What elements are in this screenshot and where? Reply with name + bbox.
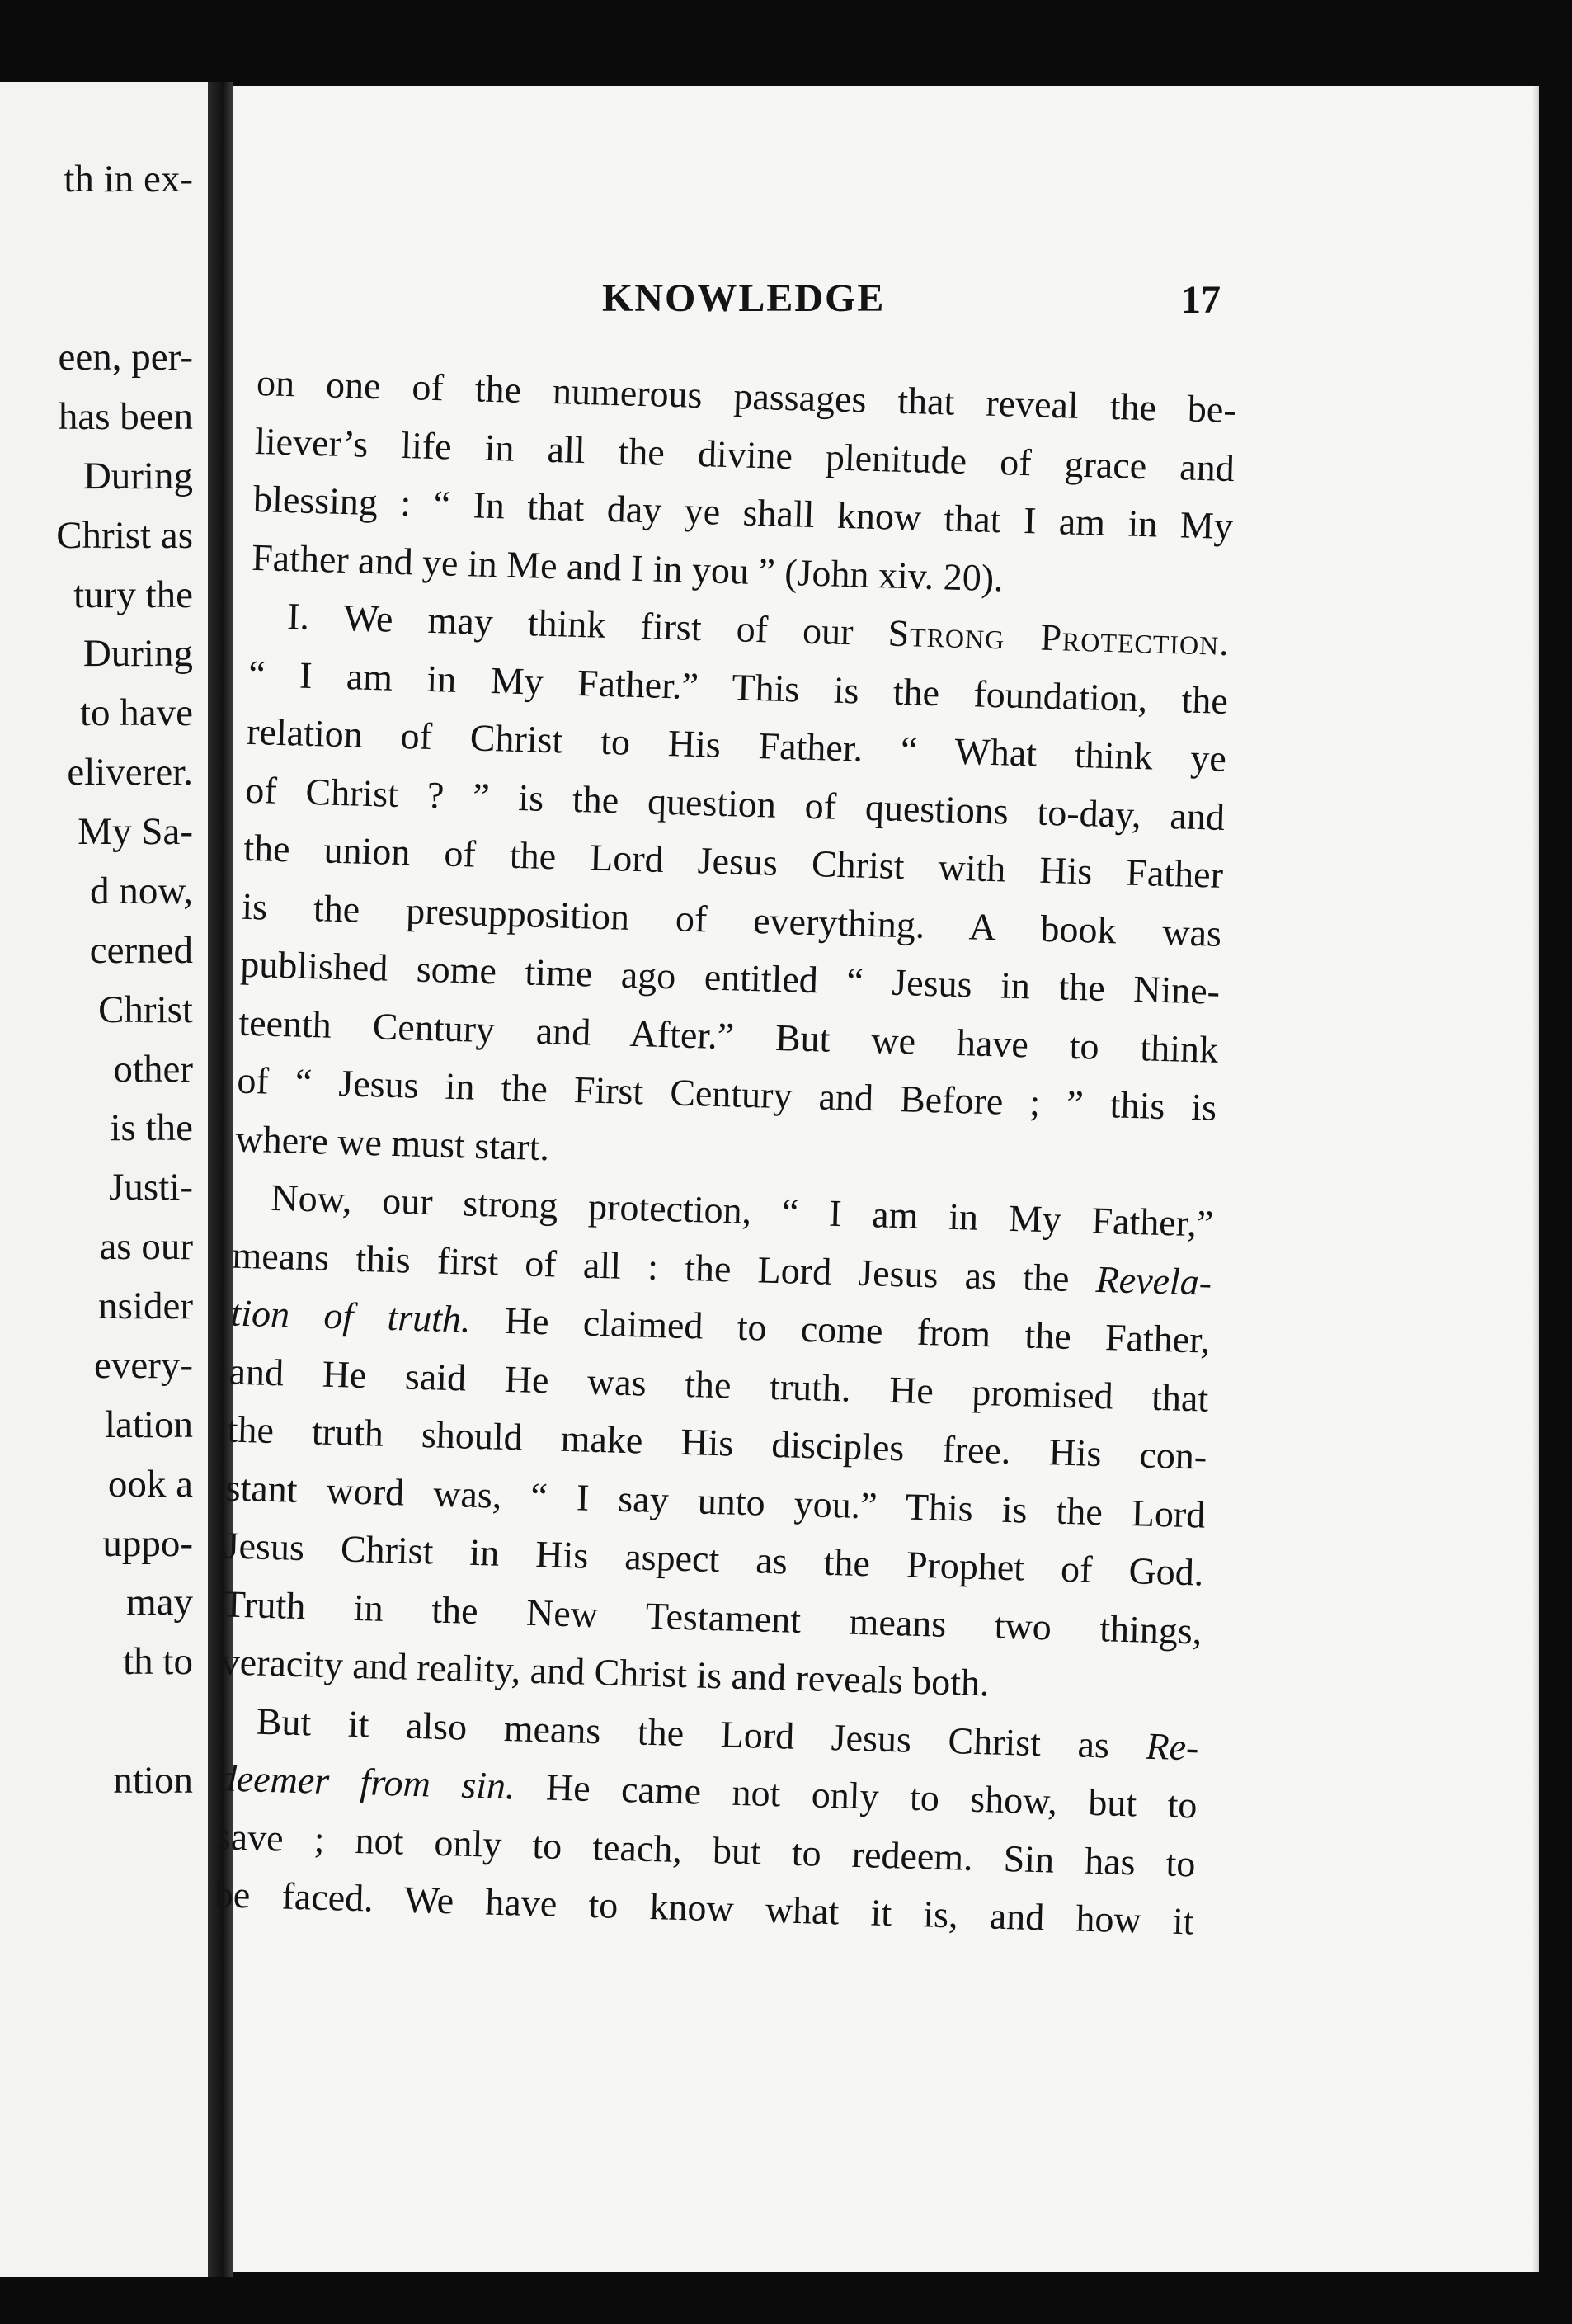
line-text: Truth in the New Testament means two things, — [222, 1582, 1203, 1652]
running-title: KNOWLEDGE — [602, 276, 886, 320]
left-page-line: uppo- — [102, 1521, 193, 1565]
line-text: blessing : “ In that day ye shall know that I am in My — [252, 477, 1234, 548]
left-page — [0, 82, 208, 2277]
line-text: on one of the numerous passages that reveal the be- — [256, 361, 1237, 431]
left-page-line: ook a — [107, 1462, 193, 1506]
line-text: the union of the Lord Jesus Christ with His Father — [242, 826, 1224, 896]
line-text: Father and ye in Me and I in you ” (John xiv. 20). — [251, 535, 1005, 599]
line-text: Jesus Christ in His aspect as the Prophet of God. — [224, 1524, 1205, 1594]
line-text: published some time ago entitled “ Jesus in the Nine- — [239, 942, 1221, 1012]
italic-phrase: tion of truth. — [229, 1291, 472, 1341]
italic-phrase: Re- — [1145, 1724, 1200, 1769]
left-page-line: as our — [99, 1225, 193, 1269]
line-text: means this first of all : the Lord Jesus as the — [231, 1233, 1097, 1300]
right-page — [214, 86, 1539, 2272]
italic-phrase: Revela- — [1095, 1257, 1212, 1303]
line-text: He came not only to show, but to — [514, 1765, 1198, 1827]
line-text: and He said He was the truth. He promised that — [228, 1350, 1209, 1420]
left-page-line: lation — [104, 1402, 193, 1446]
line-text: teenth Century and After.” But we have to think — [238, 1001, 1219, 1071]
line-text: veracity and reality, and Christ is and reveals both. — [220, 1640, 991, 1704]
line-text: relation of Christ to His Father. “ What think ye — [246, 709, 1227, 780]
line-text: “ I am in My Father.” This is the foundation, the — [247, 652, 1229, 722]
line-text: stant word was, “ I say unto you.” This is the Lord — [225, 1465, 1207, 1536]
running-header — [233, 276, 1539, 325]
line-text: is the presupposition of everything. A book was — [241, 884, 1222, 955]
left-page-line: ntion — [113, 1759, 193, 1803]
left-page-line: During — [82, 454, 193, 497]
left-page-line: My Sa- — [78, 810, 193, 854]
left-page-line: th in ex- — [64, 158, 193, 201]
left-page-line: may — [126, 1581, 193, 1624]
left-page-line: Christ as — [56, 513, 193, 557]
left-page-line: every- — [93, 1343, 193, 1387]
line-text: He claimed to come from the Father, — [469, 1298, 1211, 1361]
left-page-line: nsider — [98, 1285, 193, 1328]
left-page-line: to have — [79, 691, 193, 735]
left-page-line: th to — [123, 1640, 193, 1684]
line-text: save ; not only to teach, but to redeem. Sin has to — [215, 1814, 1197, 1884]
page-edge — [1532, 86, 1539, 2272]
line-text: of Christ ? ” is the question of questions to-day, and — [244, 768, 1226, 838]
left-page-line: Christ — [98, 988, 193, 1031]
line-text: be faced. We have to know what it is, and how it — [214, 1873, 1195, 1943]
left-page-line: cerned — [89, 928, 193, 972]
left-page-line: d now, — [90, 869, 193, 912]
line-text: the truth should make His disciples free. His con- — [227, 1407, 1207, 1478]
left-page-line: een, per- — [58, 336, 193, 379]
left-page-line: other — [113, 1047, 193, 1091]
left-page-line: Justi- — [109, 1166, 193, 1209]
body-text — [210, 358, 1236, 2067]
page-number: 17 — [1181, 278, 1221, 322]
left-page-line: eliverer. — [67, 751, 193, 794]
left-page-line: During — [82, 632, 193, 676]
line-text: But it also means the Lord Jesus Christ as — [256, 1699, 1147, 1767]
small-caps-heading: Strong Protection. — [887, 611, 1231, 664]
left-page-line: is the — [110, 1106, 193, 1150]
left-page-line: tury the — [73, 573, 193, 616]
line-text: I. We may think first of our — [286, 595, 889, 654]
italic-phrase: deemer from sin. — [217, 1756, 516, 1808]
line-text: liever’s life in all the divine plenitude of grace and — [254, 419, 1235, 489]
line-text: where we must start. — [234, 1117, 550, 1168]
line-text: of “ Jesus in the First Century and Before ; ” this is — [236, 1058, 1217, 1129]
line-text: Now, our strong protection, “ I am in My Father,” — [270, 1176, 1214, 1245]
left-page-line: has been — [58, 394, 193, 438]
